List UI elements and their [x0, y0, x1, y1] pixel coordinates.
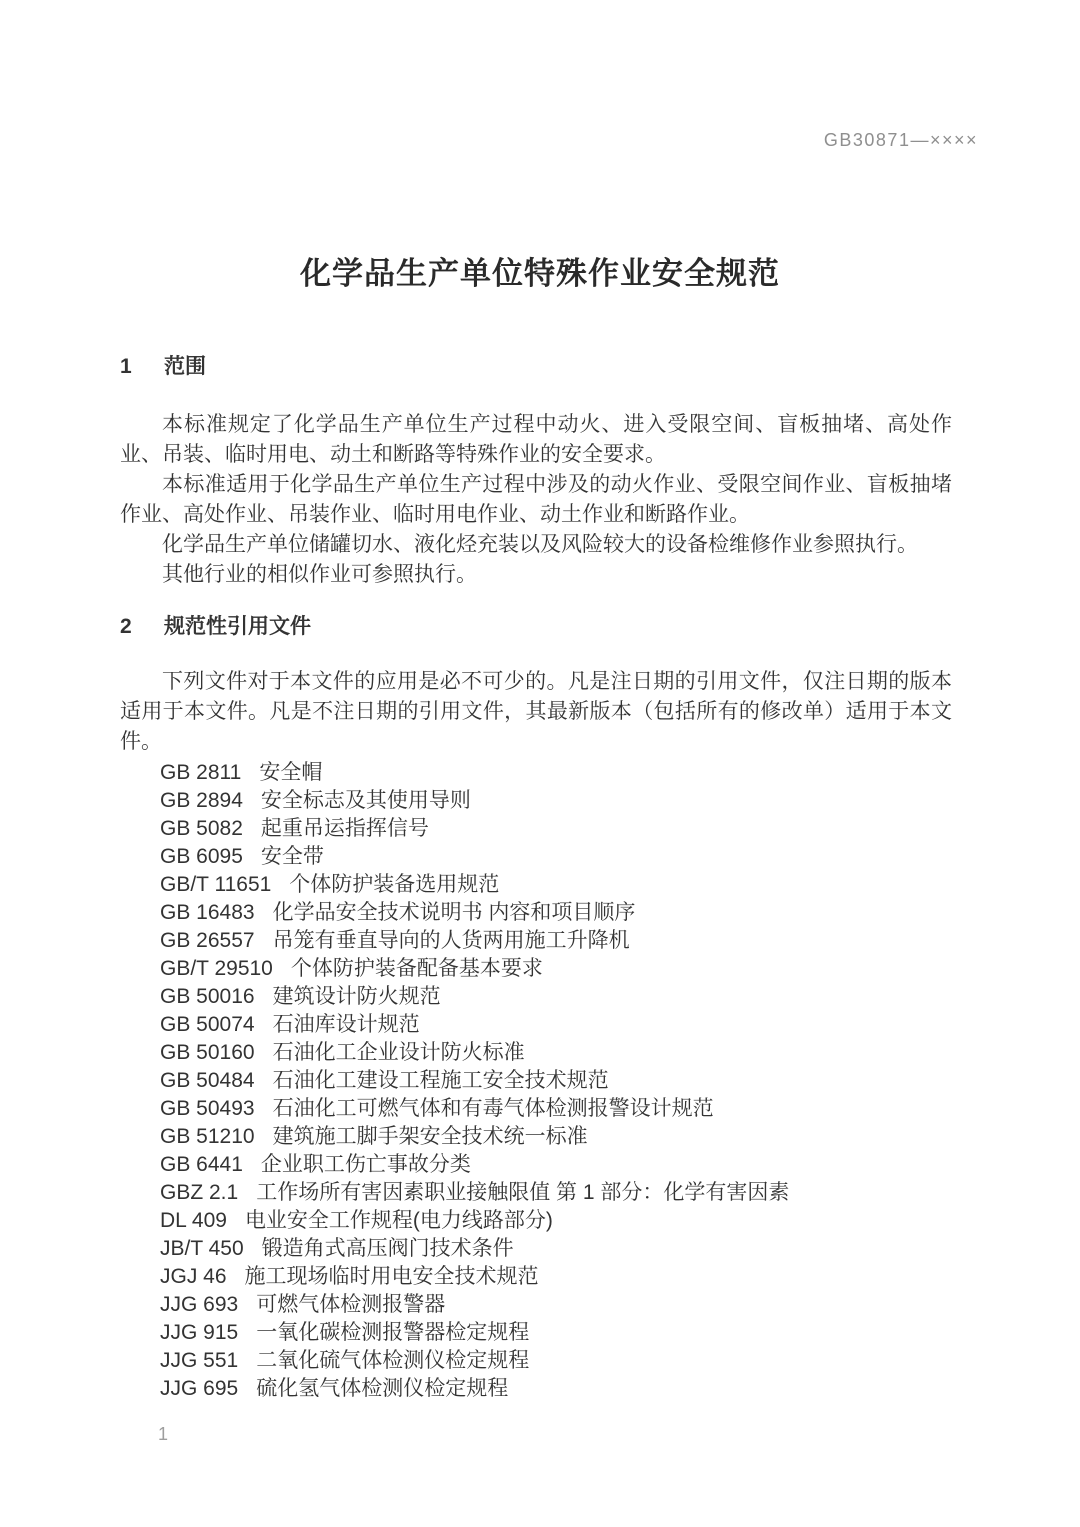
reference-title: 电业安全工作规程(电力线路部分) [244, 1209, 553, 1232]
reference-title: 吊笼有垂直导向的人货两用施工升降机 [272, 929, 630, 952]
reference-item [160, 787, 952, 815]
reference-item [160, 1123, 952, 1151]
reference-title: 二氧化硫气体检测仪检定规程 [256, 1349, 530, 1372]
paragraph: 本标准规定了化学品生产单位生产过程中动火、进入受限空间、盲板抽堵、高处作业、吊装、临时用电、动土和断路等特殊作业的安全要求。 [120, 413, 952, 466]
reference-code: GB 50484 [160, 1069, 255, 1092]
reference-code: GB/T 11651 [160, 873, 272, 896]
reference-code: GB 50160 [160, 1041, 255, 1064]
reference-code: JGJ 46 [160, 1265, 227, 1288]
reference-code: GB 6441 [160, 1153, 243, 1176]
reference-item [160, 1347, 952, 1375]
reference-title: 企业职工伤亡事故分类 [260, 1153, 471, 1176]
reference-code: GB 26557 [160, 929, 255, 952]
references-list [120, 759, 952, 1403]
reference-item [160, 1291, 952, 1319]
reference-title: 一氧化碳检测报警器检定规程 [256, 1321, 530, 1344]
reference-title: 施工现场临时用电安全技术规范 [244, 1265, 539, 1288]
reference-code: GB 5082 [160, 817, 243, 840]
reference-title: 安全帽 [259, 761, 323, 784]
reference-item [160, 815, 952, 843]
reference-title: 石油化工可燃气体和有毒气体检测报警设计规范 [272, 1097, 714, 1120]
paragraph: 其他行业的相似作业可参照执行。 [162, 563, 477, 586]
paragraph: 下列文件对于本文件的应用是必不可少的。凡是注日期的引用文件，仅注日期的版本适用于本文件。凡是不注日期的引用文件，其最新版本（包括所有的修改单）适用于本文件。 [120, 670, 952, 753]
section-title: 规范性引用文件 [164, 615, 311, 638]
reference-item [160, 899, 952, 927]
reference-title: 起重吊运指挥信号 [260, 817, 429, 840]
reference-title: 锻造角式高压阀门技术条件 [261, 1237, 514, 1260]
reference-title: 个体防护装备选用规范 [289, 873, 500, 896]
reference-title: 石油化工建设工程施工安全技术规范 [272, 1069, 609, 1092]
section-number: 1 [120, 355, 132, 378]
reference-title: 安全标志及其使用导则 [260, 789, 471, 812]
reference-code: JJG 551 [160, 1349, 239, 1372]
reference-item [160, 983, 952, 1011]
reference-code: GB 6095 [160, 845, 243, 868]
reference-code: JB/T 450 [160, 1237, 244, 1260]
section-2-body [120, 667, 952, 757]
reference-item [160, 1151, 952, 1179]
reference-title: 个体防护装备配备基本要求 [290, 957, 543, 980]
reference-title: 石油化工企业设计防火标准 [272, 1041, 525, 1064]
paragraph: 化学品生产单位储罐切水、液化烃充装以及风险较大的设备检维修作业参照执行。 [162, 533, 918, 556]
reference-code: GB 16483 [160, 901, 255, 924]
reference-code: GB 2894 [160, 789, 243, 812]
reference-title: 可燃气体检测报警器 [256, 1293, 446, 1316]
page-title: 化学品生产单位特殊作业安全规范 [300, 256, 780, 291]
reference-code: GB 50016 [160, 985, 255, 1008]
reference-item [160, 1179, 952, 1207]
reference-item [160, 871, 952, 899]
reference-code: GB/T 29510 [160, 957, 273, 980]
reference-title: 化学品安全技术说明书 内容和项目顺序 [272, 901, 636, 924]
reference-item [160, 759, 952, 787]
reference-item [160, 927, 952, 955]
reference-title: 硫化氢气体检测仪检定规程 [256, 1377, 509, 1400]
reference-code: JJG 915 [160, 1321, 239, 1344]
reference-item [160, 843, 952, 871]
reference-item [160, 1263, 952, 1291]
reference-item [160, 1011, 952, 1039]
reference-code: JJG 693 [160, 1293, 239, 1316]
reference-code: GB 51210 [160, 1125, 255, 1148]
reference-item [160, 955, 952, 983]
paragraph: 本标准适用于化学品生产单位生产过程中涉及的动火作业、受限空间作业、盲板抽堵作业、高处作业、吊装作业、临时用电作业、动土作业和断路作业。 [120, 473, 952, 526]
reference-title: 工作场所有害因素职业接触限值 第 1 部分：化学有害因素 [256, 1181, 790, 1204]
standard-code-header: GB30871—×××× [823, 130, 978, 150]
reference-code: GBZ 2.1 [160, 1181, 239, 1204]
reference-code: JJG 695 [160, 1377, 239, 1400]
reference-code: GB 50074 [160, 1013, 255, 1036]
reference-code: DL 409 [160, 1209, 227, 1232]
page-number: 1 [158, 1424, 169, 1444]
reference-item [160, 1319, 952, 1347]
document-body [120, 352, 952, 1403]
section-title: 范围 [164, 355, 206, 378]
reference-item [160, 1095, 952, 1123]
reference-code: GB 2811 [160, 761, 242, 784]
reference-title: 建筑施工脚手架安全技术统一标准 [272, 1125, 588, 1148]
reference-item [160, 1067, 952, 1095]
reference-item [160, 1207, 952, 1235]
section-2-heading [120, 612, 952, 642]
section-1-heading [120, 352, 952, 382]
reference-title: 安全带 [260, 845, 324, 868]
reference-item [160, 1235, 952, 1263]
reference-title: 石油库设计规范 [272, 1013, 420, 1036]
reference-title: 建筑设计防火规范 [272, 985, 441, 1008]
reference-item [160, 1039, 952, 1067]
reference-code: GB 50493 [160, 1097, 255, 1120]
section-1-body [120, 410, 952, 590]
section-number: 2 [120, 615, 132, 638]
reference-item [160, 1375, 952, 1403]
